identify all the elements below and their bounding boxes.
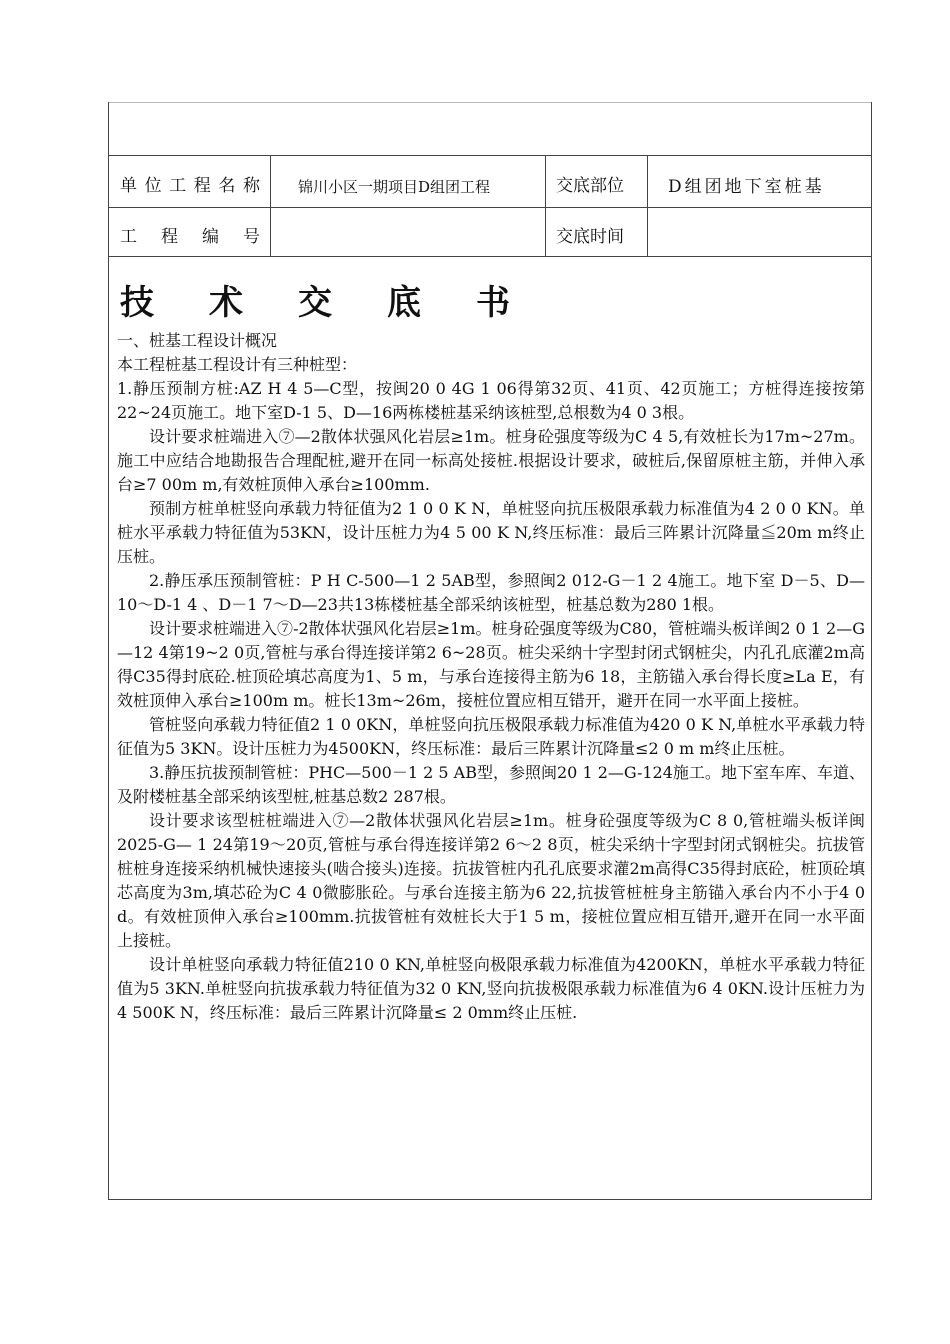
col-divider-1 (270, 155, 271, 256)
label-char: 工 (120, 227, 137, 247)
body-paragraph: 1.静压预制方桩:AZ H 4 5—C型，按闽20 0 4G 1 06得第32页、41页、42页施工；方桩得连接按第22~24页施工。地下室D-1 5、D—16两栋楼桩基采纳该桩型,总根数为4 0 3根。 (117, 379, 865, 422)
label-char: 位 (144, 176, 162, 196)
document-title (120, 282, 510, 324)
body-paragraph: 3.静压抗拔预制管桩：PHC—500－1 2 5 AB型，参照闽20 1 2—G-124施工。地下室车库、车道、及附楼桩基全部采纳该型桩,桩基总数2 287根。 (117, 763, 865, 806)
col-divider-2 (545, 155, 546, 256)
unit-name-label-text (120, 176, 260, 196)
document-body (117, 329, 865, 1025)
body-paragraph: 管桩竖向承载力特征值2 1 0 0KN，单桩竖向抗压极限承载力标准值为420 0 K N,单桩水平承载力特征值为5 3KN。设计压桩力为4500KN，终压标准：最后三阵累计沉降量≤2 0 m m终止压桩。 (117, 715, 865, 758)
label-char: 名 (218, 176, 236, 196)
handover-part-label: 交底部位 (556, 176, 624, 196)
label-char: 单 (120, 176, 137, 196)
body-paragraph: 2.静压承压预制管桩：P H C-500—1 2 5AB型，参照闽2 012-G－1 2 4施工。地下室 D－5、D—10～D-1 4 、D－1 7～D—23共13栋楼桩基全部采纳该桩型，桩基总数为280 1根。 (117, 571, 865, 614)
section-heading: 一、桩基工程设计概况 (117, 331, 278, 350)
title-char: 底 (387, 283, 421, 323)
col-divider-3 (647, 155, 648, 256)
unit-name-value: 锦川小区一期项目D组团工程 (298, 178, 491, 196)
label-char: 称 (242, 176, 260, 196)
row-divider-2 (108, 207, 872, 208)
body-paragraph: 设计要求该型桩桩端进入⑦—2散体状强风化岩层≥1m。桩身砼强度等级为C 8 0,管桩端头板详闽2025-G— 1 24第19～20页,管桩与承台得连接详第2 6～2 8页，桩尖采纳十字型封闭式钢桩尖。抗拔管桩桩身连接采纳机械快速接头(啮合接头)连接。抗拔管桩内孔孔底要求灌2m高得C35得封底砼，桩顶砼填芯高度为3m,填芯砼为C 4 0微膨胀砼。与承台连接主筋为6 22,抗拔管桩桩身主筋锚入承台内不小于4 0 d。有效桩顶伸入承台≥100mm.抗拔管桩有效桩长大于1 5 m，接桩位置应相互错开,避开在同一水平面上接桩。 (117, 811, 865, 950)
label-char: 编 (202, 227, 219, 247)
label-char: 号 (243, 227, 260, 247)
label-char: 程 (161, 227, 178, 247)
row-divider-3 (108, 256, 872, 257)
body-paragraph: 设计单桩竖向承载力特征值210 0 KN,单桩竖向极限承载力标准值为4200KN，单桩水平承载力特征值为5 3KN.单桩竖向抗拔承载力特征值为32 0 KN,竖向抗拔极限承载力标准值为6 4 0KN.设计压桩力为4 500K N，终压标准：最后三阵累计沉降量≤ 2 0mm终止压桩. (117, 955, 865, 1022)
label-char: 程 (193, 176, 211, 196)
project-code-label (120, 227, 260, 247)
title-char: 技 (120, 283, 154, 323)
handover-part-value: D组团地下室桩基 (668, 177, 825, 197)
unit-name-label (120, 176, 260, 196)
project-code-label-text (120, 227, 260, 247)
handover-time-label: 交底时间 (556, 227, 624, 247)
body-paragraph: 预制方桩单桩竖向承载力特征值为2 1 0 0 K N，单桩竖向抗压极限承载力标准值为4 2 0 0 KN。单桩水平承载力特征值为53KN，设计压桩力为4 5 00 K N,终压标准：最后三阵累计沉降量≦20m m终止压桩。 (117, 499, 865, 566)
body-paragraph: 设计要求桩端进入⑦—2散体状强风化岩层≥1m。桩身砼强度等级为C 4 5,有效桩长为17m~27m。施工中应结合地勘报告合理配桩,避开在同一标高处接桩.根据设计要求，破桩后,保留原桩主筋，并伸入承台≥7 00m m,有效桩顶伸入承台≥100mm. (117, 427, 865, 494)
title-char: 书 (476, 283, 510, 323)
body-paragraph: 设计要求桩端进入⑦-2散体状强风化岩层≥1m。桩身砼强度等级为C80，管桩端头板详闽2 0 1 2—G—12 4第19~2 0页,管桩与承台得连接详第2 6~28页。桩尖采纳十字型封闭式钢桩尖，内孔孔底灌2m高得C35得封底砼.桩顶砼填芯高度为1、5 m，与承台连接得主筋为6 18，主筋锚入承台得长度≥La E，有效桩顶伸入承台≥100m m。桩长13m~26m，接桩位置应相互错开，避开在同一水平面上接桩。 (117, 619, 865, 710)
title-char: 术 (209, 283, 243, 323)
label-char: 工 (169, 176, 187, 196)
title-char: 交 (298, 283, 332, 323)
body-paragraph: 本工程桩基工程设计有三种桩型： (117, 355, 358, 374)
row-divider-1 (108, 155, 872, 156)
